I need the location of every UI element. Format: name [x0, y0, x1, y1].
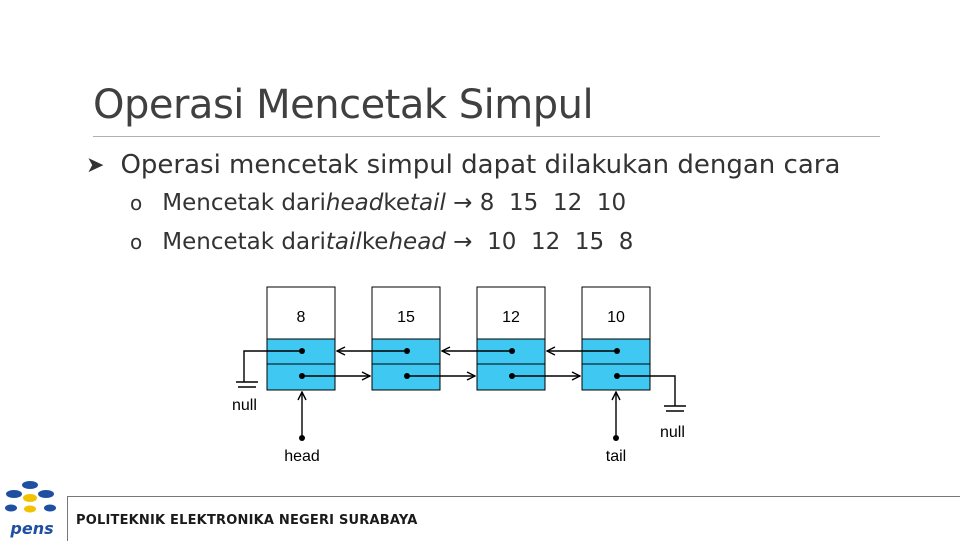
head-label: head	[284, 448, 320, 465]
logo-wordmark: pens	[10, 519, 54, 538]
sub1-to: tail	[409, 190, 446, 216]
head-dot	[299, 435, 305, 441]
sub1-result: 8 15 12 10	[479, 190, 627, 216]
sub2-from: tail	[325, 229, 362, 255]
slide-title: Operasi Mencetak Simpul	[93, 82, 594, 128]
pens-logo	[0, 478, 64, 540]
sub1-mid: ke	[383, 190, 410, 216]
sub2-prefix: Mencetak dari	[162, 229, 326, 255]
main-bullet-text: Operasi mencetak simpul dapat dilakukan dengan cara	[120, 150, 841, 180]
head-tail-pointers	[302, 392, 616, 438]
null-right-label: null	[660, 424, 685, 441]
circle-bullet-icon: o	[130, 191, 143, 215]
node-value-3: 12	[502, 309, 520, 326]
tail-label: tail	[605, 448, 627, 465]
sub1-from: head	[325, 190, 384, 216]
arrow-bullet-icon: ➤	[86, 152, 105, 178]
tail-dot	[613, 435, 619, 441]
node-value-1: 8	[296, 309, 306, 326]
node-value-2: 15	[397, 309, 415, 326]
circle-bullet-icon: o	[130, 230, 143, 254]
pointer-dots	[299, 348, 620, 379]
right-arrow-icon: →	[445, 229, 488, 255]
sub2-mid: ke	[361, 229, 389, 255]
sub2-to: head	[388, 229, 446, 255]
sub2-result: 10 12 15 8	[487, 229, 634, 255]
footer-institution: POLITEKNIK ELEKTRONIKA NEGERI SURABAYA	[76, 513, 418, 528]
sub1-prefix: Mencetak dari	[162, 190, 326, 216]
right-arrow-icon: →	[445, 190, 480, 216]
node-value-4: 10	[607, 309, 625, 326]
null-left-label: null	[232, 397, 257, 414]
